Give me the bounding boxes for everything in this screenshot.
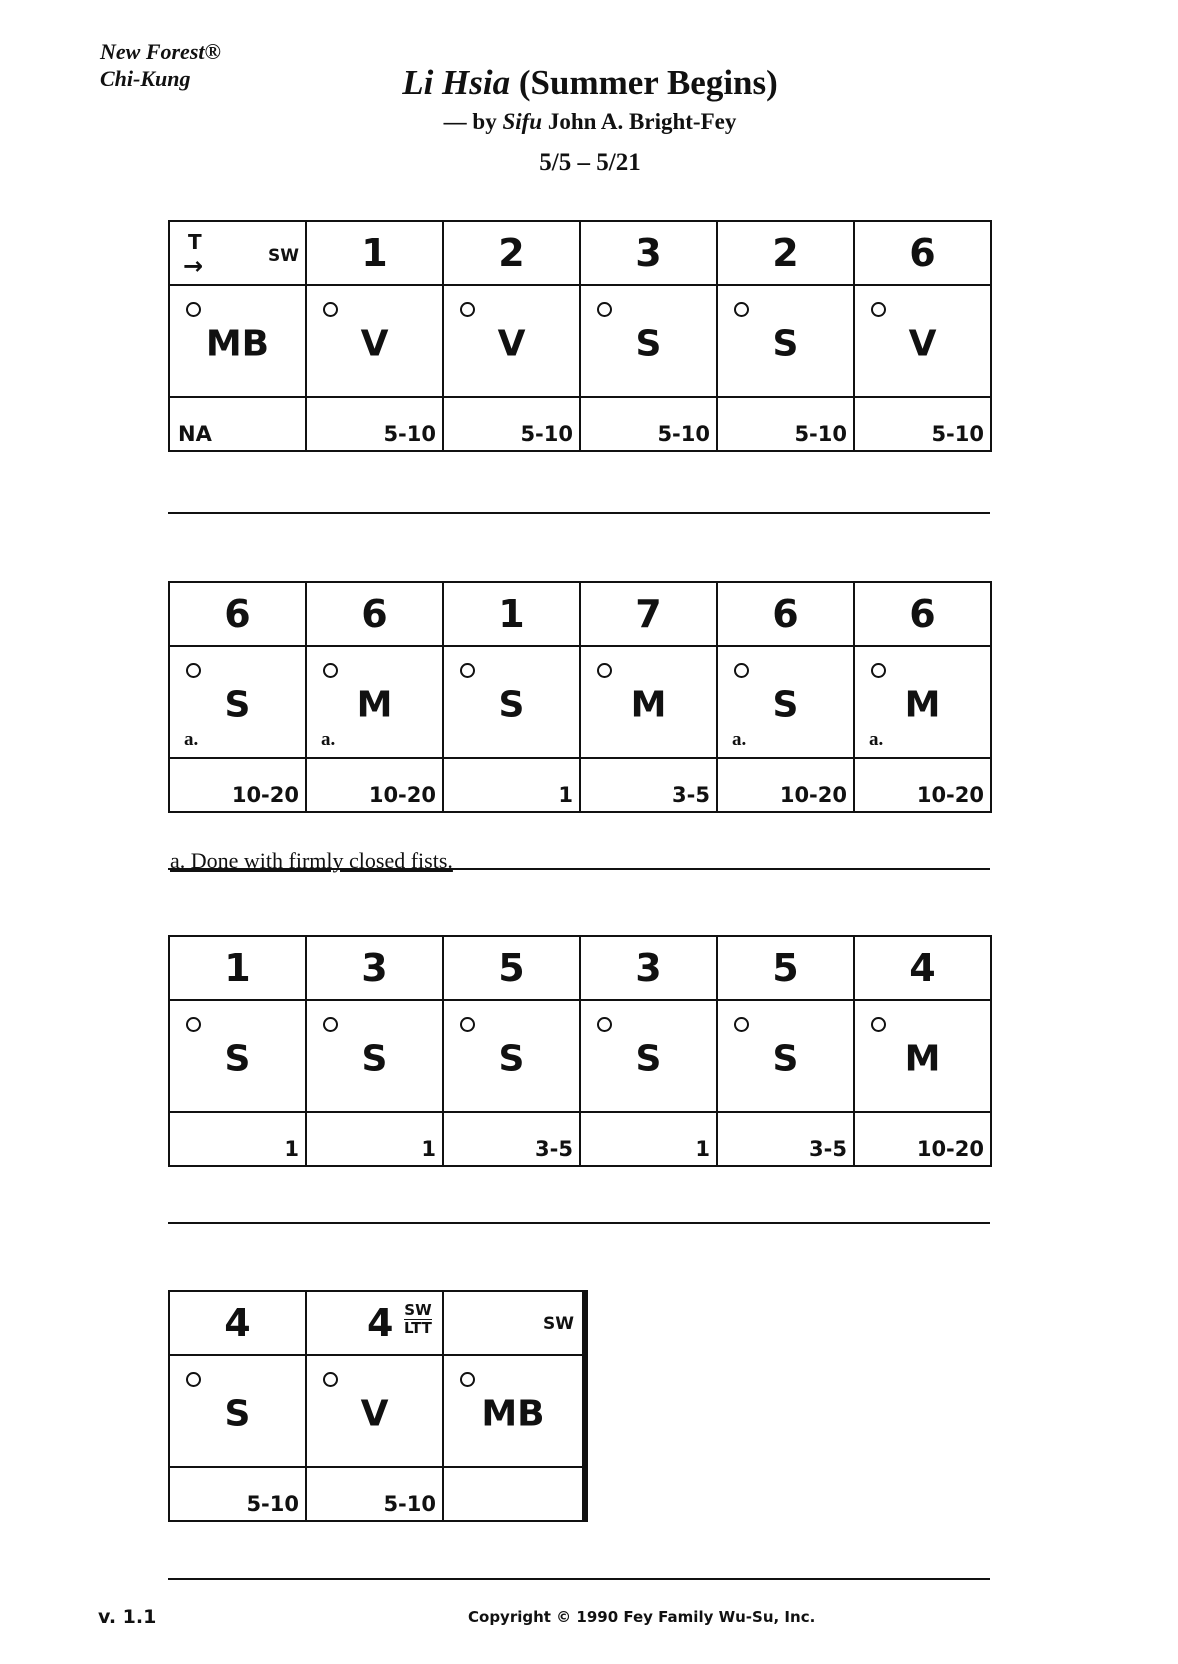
move-code: S xyxy=(635,323,662,365)
move-cell xyxy=(717,285,854,397)
repetition-count: 5-10 xyxy=(383,422,436,446)
move-cell xyxy=(854,646,991,758)
circle-icon xyxy=(460,1372,475,1387)
byline-rest: John A. Bright-Fey xyxy=(542,109,737,134)
sequence-table-3 xyxy=(168,935,992,1167)
number-cell xyxy=(169,1291,306,1355)
repetition-count: 10-20 xyxy=(779,783,847,807)
count-cell xyxy=(306,397,443,451)
sequence-table-4 xyxy=(168,1290,588,1522)
step-number: 4 xyxy=(224,1301,251,1345)
move-cell xyxy=(306,285,443,397)
count-cell xyxy=(306,1112,443,1166)
divider-line xyxy=(168,1222,990,1224)
repetition-count: 10-20 xyxy=(916,783,984,807)
move-cell xyxy=(306,1000,443,1112)
count-cell xyxy=(443,1112,580,1166)
divider-line xyxy=(168,868,990,870)
count-cell xyxy=(443,397,580,451)
move-code: S xyxy=(772,1038,799,1080)
count-cell xyxy=(169,1467,306,1521)
footnote-marker: a. xyxy=(869,729,884,750)
repetition-count: 5-10 xyxy=(931,422,984,446)
count-cell xyxy=(169,1112,306,1166)
start-cell xyxy=(169,221,306,285)
move-code: M xyxy=(356,684,393,726)
move-cell xyxy=(443,285,580,397)
circle-icon xyxy=(186,1372,201,1387)
title-rest: (Summer Begins) xyxy=(510,63,778,102)
footnote-marker: a. xyxy=(732,729,747,750)
step-number: 6 xyxy=(909,592,936,636)
move-code: S xyxy=(772,684,799,726)
repetition-count: 1 xyxy=(695,1137,710,1161)
move-code: V xyxy=(360,323,389,365)
move-cell xyxy=(169,1355,306,1467)
step-number: 1 xyxy=(498,592,525,636)
brand-logo xyxy=(100,38,221,92)
circle-icon xyxy=(323,302,338,317)
step-number: 1 xyxy=(224,946,251,990)
repetition-count: 1 xyxy=(284,1137,299,1161)
repetition-count: 10-20 xyxy=(368,783,436,807)
count-cell xyxy=(306,1467,443,1521)
circle-icon xyxy=(186,1017,201,1032)
count-cell xyxy=(306,758,443,812)
move-code: V xyxy=(360,1393,389,1435)
circle-icon xyxy=(871,663,886,678)
repetition-count: 5-10 xyxy=(794,422,847,446)
step-number: 1 xyxy=(361,231,388,275)
move-code: V xyxy=(908,323,937,365)
number-cell xyxy=(306,1291,443,1355)
step-number: 3 xyxy=(635,231,662,275)
title-italic: Li Hsia xyxy=(402,63,511,102)
step-number: 6 xyxy=(361,592,388,636)
end-sw-label: SW xyxy=(543,1314,574,1334)
step-number: 6 xyxy=(224,592,251,636)
byline xyxy=(270,106,910,138)
number-cell xyxy=(169,582,306,646)
move-code: S xyxy=(635,1038,662,1080)
circle-icon xyxy=(734,302,749,317)
step-number: 4 xyxy=(367,1301,394,1345)
number-cell xyxy=(717,936,854,1000)
number-cell xyxy=(443,582,580,646)
repetition-count: 5-10 xyxy=(657,422,710,446)
step-number: 4 xyxy=(909,946,936,990)
count-cell xyxy=(443,1467,585,1521)
step-number: 6 xyxy=(909,231,936,275)
circle-icon xyxy=(460,1017,475,1032)
count-cell xyxy=(854,1112,991,1166)
repetition-count: 3-5 xyxy=(535,1137,573,1161)
circle-icon xyxy=(597,663,612,678)
header xyxy=(270,62,910,180)
number-cell xyxy=(443,221,580,285)
repetition-count: 5-10 xyxy=(246,1492,299,1516)
date-range: 5/5 – 5/21 xyxy=(539,149,641,176)
count-cell xyxy=(169,758,306,812)
circle-icon xyxy=(597,1017,612,1032)
move-cell xyxy=(306,1355,443,1467)
sw-ltt-label xyxy=(404,1302,432,1337)
move-cell xyxy=(169,1000,306,1112)
footnote-text: a. Done with firmly closed fists. xyxy=(170,848,453,873)
circle-icon xyxy=(460,302,475,317)
start-sw-label: SW xyxy=(268,246,299,266)
circle-icon xyxy=(186,663,201,678)
count-cell xyxy=(580,397,717,451)
number-cell xyxy=(717,582,854,646)
count-cell xyxy=(717,1112,854,1166)
repetition-count: 10-20 xyxy=(231,783,299,807)
move-code: S xyxy=(498,684,525,726)
count-cell xyxy=(854,397,991,451)
move-cell xyxy=(306,646,443,758)
move-cell xyxy=(443,1000,580,1112)
page-title xyxy=(270,62,910,104)
move-cell xyxy=(854,1000,991,1112)
count-cell xyxy=(854,758,991,812)
copyright-notice: Copyright © 1990 Fey Family Wu-Su, Inc. xyxy=(468,1608,816,1626)
brand-line-2: Chi-Kung xyxy=(100,66,191,91)
move-code: M xyxy=(630,684,667,726)
step-number: 3 xyxy=(361,946,388,990)
circle-icon xyxy=(734,663,749,678)
repetition-count: 3-5 xyxy=(809,1137,847,1161)
number-cell xyxy=(580,221,717,285)
repetition-count: NA xyxy=(178,422,212,446)
repetition-count: 10-20 xyxy=(916,1137,984,1161)
count-cell xyxy=(169,397,306,451)
number-cell xyxy=(580,582,717,646)
circle-icon xyxy=(597,302,612,317)
circle-icon xyxy=(871,302,886,317)
move-cell xyxy=(169,285,306,397)
repetition-count: 5-10 xyxy=(520,422,573,446)
brand-line-1: New Forest® xyxy=(100,39,221,64)
number-cell xyxy=(169,936,306,1000)
move-code: MB xyxy=(481,1393,545,1435)
repetition-count: 1 xyxy=(421,1137,436,1161)
count-cell xyxy=(717,397,854,451)
step-number: 6 xyxy=(772,592,799,636)
number-cell xyxy=(717,221,854,285)
step-number: 2 xyxy=(772,231,799,275)
move-cell xyxy=(443,646,580,758)
circle-icon xyxy=(323,663,338,678)
move-cell xyxy=(580,646,717,758)
circle-icon xyxy=(323,1017,338,1032)
move-cell xyxy=(717,1000,854,1112)
circle-icon xyxy=(186,302,201,317)
move-code: S xyxy=(772,323,799,365)
sequence-table-2 xyxy=(168,581,992,813)
number-cell xyxy=(306,582,443,646)
count-cell xyxy=(717,758,854,812)
move-code: S xyxy=(498,1038,525,1080)
number-cell xyxy=(306,936,443,1000)
number-cell xyxy=(306,221,443,285)
move-cell xyxy=(443,1355,585,1467)
move-cell xyxy=(580,285,717,397)
number-cell xyxy=(443,936,580,1000)
move-code: M xyxy=(904,684,941,726)
count-cell xyxy=(580,1112,717,1166)
number-cell xyxy=(854,582,991,646)
arrow-right-icon: → xyxy=(183,252,204,280)
step-number: 5 xyxy=(772,946,799,990)
number-cell xyxy=(854,936,991,1000)
sw-top-label: SW xyxy=(404,1301,432,1319)
footnote-marker: a. xyxy=(321,729,336,750)
ltt-label: LTT xyxy=(404,1319,432,1337)
byline-prefix: — by xyxy=(443,109,503,134)
repetition-count: 1 xyxy=(558,783,573,807)
circle-icon xyxy=(734,1017,749,1032)
move-cell xyxy=(854,285,991,397)
repetition-count: 5-10 xyxy=(383,1492,436,1516)
repetition-count: 3-5 xyxy=(672,783,710,807)
move-code: V xyxy=(497,323,526,365)
step-number: 5 xyxy=(498,946,525,990)
circle-icon xyxy=(871,1017,886,1032)
step-number: 7 xyxy=(635,592,662,636)
start-label: T xyxy=(188,230,202,254)
move-code: S xyxy=(361,1038,388,1080)
footnote-marker: a. xyxy=(184,729,199,750)
step-number: 2 xyxy=(498,231,525,275)
number-cell xyxy=(854,221,991,285)
divider-line xyxy=(168,512,990,514)
byline-italic: Sifu xyxy=(502,109,543,134)
move-code: S xyxy=(224,684,251,726)
move-cell xyxy=(717,646,854,758)
count-cell xyxy=(443,758,580,812)
divider-line xyxy=(168,1578,990,1580)
move-code: M xyxy=(904,1038,941,1080)
sequence-table-1 xyxy=(168,220,992,452)
move-code: S xyxy=(224,1393,251,1435)
circle-icon xyxy=(460,663,475,678)
count-cell xyxy=(580,758,717,812)
circle-icon xyxy=(323,1372,338,1387)
version-label: v. 1.1 xyxy=(98,1606,157,1628)
number-cell xyxy=(580,936,717,1000)
move-code: MB xyxy=(205,323,270,365)
end-cell xyxy=(443,1291,585,1355)
step-number: 3 xyxy=(635,946,662,990)
move-cell xyxy=(580,1000,717,1112)
move-code: S xyxy=(224,1038,251,1080)
move-cell xyxy=(169,646,306,758)
